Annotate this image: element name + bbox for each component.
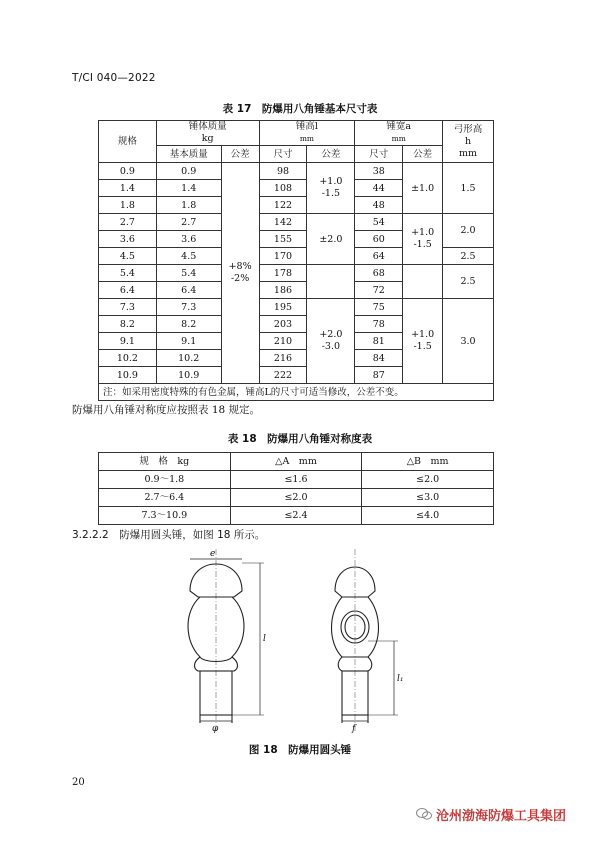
subheader-tolerance: 公差 xyxy=(403,146,443,163)
table-row: 9.1 9.1 210 81 xyxy=(99,333,494,350)
height-tolerance-2: ±2.0 xyxy=(307,214,355,265)
mass-tolerance: +8% -2% xyxy=(221,163,259,384)
paragraph-symmetry: 防爆用八角锤对称度应按照表 18 规定。 xyxy=(72,404,261,416)
table-row: 10.9 10.9 222 87 xyxy=(99,367,494,384)
label-l: l xyxy=(263,634,266,644)
header-height: 锤高l mm xyxy=(259,121,355,146)
table18-caption: 表 18 防爆用八角锤对称度表 xyxy=(227,433,373,445)
subheader-size: 尺寸 xyxy=(259,146,307,163)
width-tolerance-3: +1.0 -1.5 xyxy=(403,299,443,384)
table-row: 5.4 5.4 178 68 2.5 xyxy=(99,265,494,282)
watermark: 沧州渤海防爆工具集团 xyxy=(436,809,567,824)
height-tolerance-3: +2.0 -3.0 xyxy=(307,299,355,384)
table-row: 4.5 4.5 170 64 2.5 xyxy=(99,248,494,265)
height-tolerance-1: +1.0 -1.5 xyxy=(307,163,355,214)
table-row: 0.9 0.9 +8% -2% 98 +1.0 -1.5 38 ±1.0 1.5 xyxy=(99,163,494,180)
label-e: e xyxy=(210,549,216,559)
table17-note: 注：如采用密度特殊的有色金属，锤高L的尺寸可适当修改，公差不变。 xyxy=(99,384,494,401)
table-row: 7.3 7.3 195 +2.0 -3.0 75 +1.0 -1.5 3.0 xyxy=(99,299,494,316)
section-heading: 3.2.2.2 防爆用圆头锤，如图 18 所示。 xyxy=(72,529,266,541)
subheader-size: 尺寸 xyxy=(355,146,403,163)
table-row: 3.6 3.6 155 60 xyxy=(99,231,494,248)
document-code: T/CI 040—2022 xyxy=(72,72,156,84)
table-row: 6.4 6.4 186 72 xyxy=(99,282,494,299)
header-delta-a: △A mm xyxy=(230,453,362,471)
table-row: 0.9～1.8 ≤1.6 ≤2.0 xyxy=(99,471,494,489)
table-row: 1.4 1.4 108 44 xyxy=(99,180,494,197)
table18-symmetry xyxy=(98,452,494,525)
header-mass: 锤体质量 kg xyxy=(156,121,259,146)
label-phi: φ xyxy=(212,724,219,734)
subheader-tolerance: 公差 xyxy=(307,146,355,163)
width-tolerance-1: ±1.0 xyxy=(403,163,443,214)
header-spec: 规格 xyxy=(99,121,157,163)
arc-height-2: 2.0 xyxy=(443,214,494,248)
table-row: 2.7～6.4 ≤2.0 ≤3.0 xyxy=(99,489,494,507)
table-row: 10.2 10.2 216 84 xyxy=(99,350,494,367)
header-width: 锤宽a mm xyxy=(355,121,443,146)
table-row: 1.8 1.8 122 48 xyxy=(99,197,494,214)
arc-height-1: 1.5 xyxy=(443,163,494,214)
arc-height-4: 2.5 xyxy=(443,265,494,299)
wechat-icon xyxy=(416,807,432,821)
header-spec: 规 格 kg xyxy=(99,453,231,471)
table-row: 8.2 8.2 203 78 xyxy=(99,316,494,333)
label-l1: l₁ xyxy=(397,674,404,684)
table17-basic-dimensions xyxy=(98,120,494,401)
table-row: 7.3～10.9 ≤2.4 ≤4.0 xyxy=(99,507,494,525)
figure18-caption: 图 18 防爆用圆头锤 xyxy=(248,744,352,756)
header-arc-height: 弓形高 h mm xyxy=(443,121,494,163)
subheader-basic-mass: 基本质量 xyxy=(156,146,221,163)
subheader-tolerance: 公差 xyxy=(221,146,259,163)
round-head-hammer-drawing xyxy=(170,545,430,735)
page-number: 20 xyxy=(72,777,85,788)
label-f: f xyxy=(352,724,356,734)
arc-height-5: 3.0 xyxy=(443,299,494,384)
arc-height-3: 2.5 xyxy=(443,248,494,265)
table-row: 2.7 2.7 142 ±2.0 54 +1.0 -1.5 2.0 xyxy=(99,214,494,231)
table17-caption: 表 17 防爆用八角锤基本尺寸表 xyxy=(222,103,378,115)
header-delta-b: △B mm xyxy=(362,453,494,471)
width-tolerance-2: +1.0 -1.5 xyxy=(403,214,443,265)
